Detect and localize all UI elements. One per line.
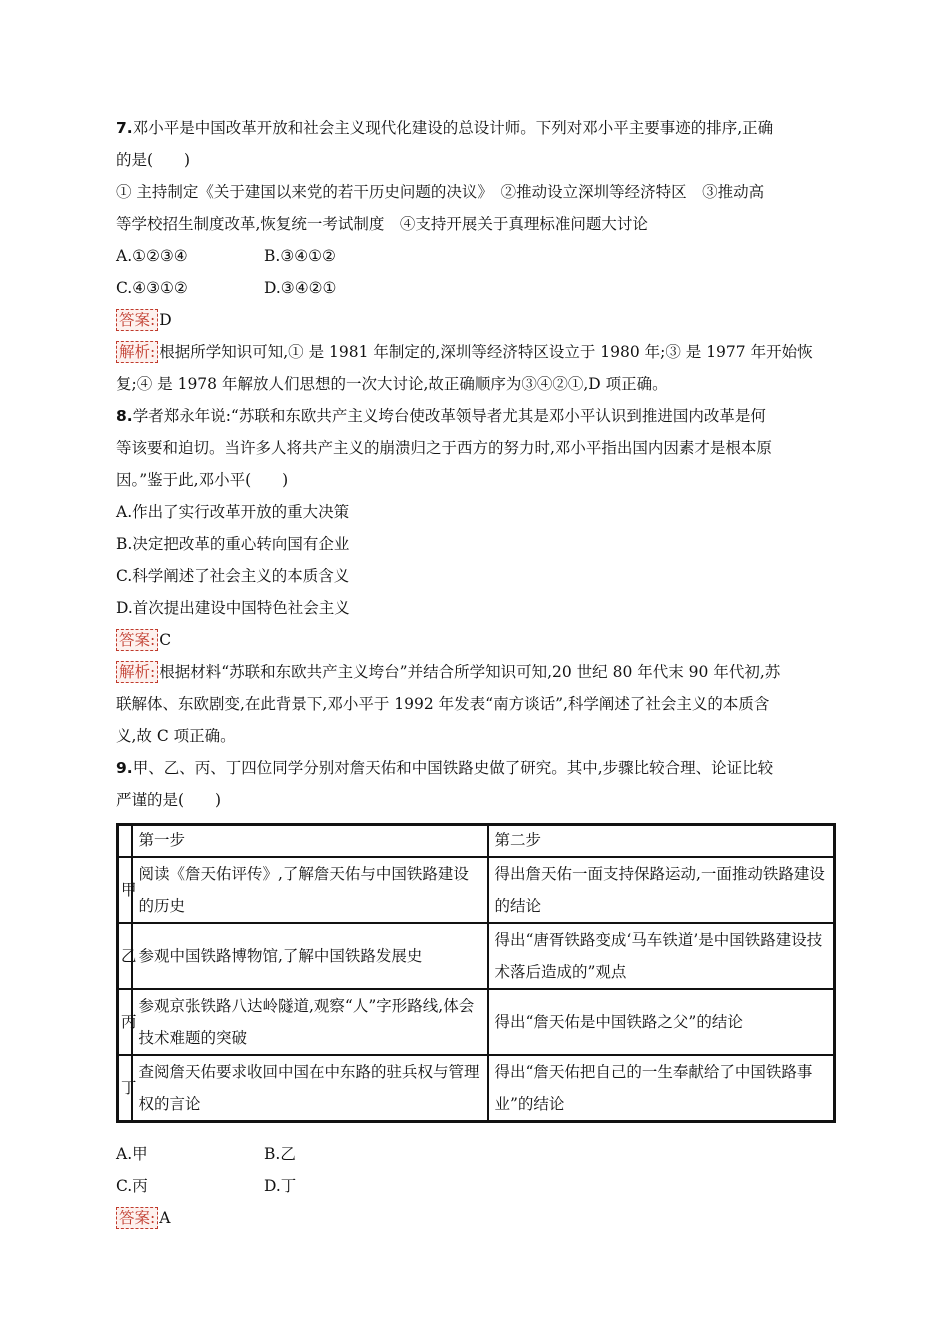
step1-cell: 参观京张铁路八达岭隧道,观察“人”字形路线,体会技术难题的突破 bbox=[132, 989, 488, 1055]
q9-options-row-2 bbox=[116, 1170, 838, 1202]
q8-stem-text-2: 等该要和迫切。当许多人将共产主义的崩溃归之于西方的努力时,邓小平指出国内因素才是根本原 bbox=[116, 439, 772, 457]
q7-analysis-text-2: 复;④ 是 1978 年解放人们思想的一次大讨论,故正确顺序为③④②①,D 项正确。 bbox=[116, 375, 668, 393]
q7-option-a: A.①②③④ bbox=[116, 247, 188, 265]
q8-option-a: A.作出了实行改革开放的重大决策 bbox=[116, 503, 350, 521]
q8-answer bbox=[116, 624, 838, 656]
table-header-step1: 第一步 bbox=[132, 825, 488, 858]
research-steps-table bbox=[116, 823, 836, 1123]
q7-options-row-2 bbox=[116, 272, 838, 304]
table-header-step2: 第二步 bbox=[488, 825, 835, 858]
q8-number: 8. bbox=[116, 407, 133, 425]
q7-option-c: C.④③①② bbox=[116, 279, 188, 297]
q9-stem-text-2: 严谨的是( ) bbox=[116, 791, 222, 809]
table-header-blank bbox=[118, 825, 132, 858]
q9-number: 9. bbox=[116, 759, 133, 777]
q7-stem-text-1: 邓小平是中国改革开放和社会主义现代化建设的总设计师。下列对邓小平主要事迹的排序,正确 bbox=[132, 119, 774, 137]
q7-analysis-text-1: 根据所学知识可知,① 是 1981 年制定的,深圳等经济特区设立于 1980 年;③ 是 1977 年开始恢 bbox=[159, 343, 813, 361]
q7-option-b: B.③④①② bbox=[264, 247, 336, 265]
table-row bbox=[118, 857, 835, 923]
q8-option-b: B.决定把改革的重心转向国有企业 bbox=[116, 535, 350, 553]
q8-analysis-text-2: 联解体、东欧剧变,在此背景下,邓小平于 1992 年发表“南方谈话”,科学阐述了社会主义的本质含 bbox=[116, 695, 770, 713]
q9-answer-value: A bbox=[159, 1209, 171, 1227]
answer-label: 答案: bbox=[116, 1207, 158, 1229]
q7-items-2: 等学校招生制度改革,恢复统一考试制度 ④支持开展关于真理标准问题大讨论 bbox=[116, 215, 648, 233]
analysis-label: 解析: bbox=[116, 661, 158, 683]
q7-stem-text-2: 的是( ) bbox=[116, 151, 191, 169]
q7-answer-value: D bbox=[159, 311, 172, 329]
student-bing: 丙 bbox=[118, 989, 132, 1055]
step1-cell: 查阅詹天佑要求收回中国在中东路的驻兵权与管理权的言论 bbox=[132, 1055, 488, 1122]
q8-stem-text-1: 学者郑永年说:“苏联和东欧共产主义垮台使改革领导者尤其是邓小平认识到推进国内改革是何 bbox=[132, 407, 766, 425]
answer-label: 答案: bbox=[116, 309, 158, 331]
q9-option-d: D.丁 bbox=[264, 1177, 297, 1195]
table-row bbox=[118, 1055, 835, 1122]
q7-stem-line bbox=[116, 112, 838, 144]
step1-cell: 参观中国铁路博物馆,了解中国铁路发展史 bbox=[132, 923, 488, 989]
q7-items-1: ① 主持制定《关于建国以来党的若干历史问题的决议》 ②推动设立深圳等经济特区 ③推动高 bbox=[116, 183, 765, 201]
q9-options-row-1 bbox=[116, 1138, 838, 1170]
q8-analysis-1 bbox=[116, 656, 838, 688]
q8-stem-text-3: 因。”鉴于此,邓小平( ) bbox=[116, 471, 289, 489]
step1-cell: 阅读《詹天佑评传》,了解詹天佑与中国铁路建设的历史 bbox=[132, 857, 488, 923]
q7-answer bbox=[116, 304, 838, 336]
q8-analysis-text-3: 义,故 C 项正确。 bbox=[116, 727, 236, 745]
q9-option-c: C.丙 bbox=[116, 1177, 148, 1195]
q9-stem-line bbox=[116, 752, 838, 784]
q7-analysis-1 bbox=[116, 336, 838, 368]
q9-stem-text-1: 甲、乙、丙、丁四位同学分别对詹天佑和中国铁路史做了研究。其中,步骤比较合理、论证比较 bbox=[132, 759, 774, 777]
q8-answer-value: C bbox=[159, 631, 172, 649]
q9-option-b: B.乙 bbox=[264, 1145, 296, 1163]
q7-number: 7. bbox=[116, 119, 133, 137]
table-row bbox=[118, 923, 835, 989]
q7-option-d: D.③④②① bbox=[264, 279, 337, 297]
student-yi: 乙 bbox=[118, 923, 132, 989]
q9-option-a: A.甲 bbox=[116, 1145, 148, 1163]
student-jia: 甲 bbox=[118, 857, 132, 923]
q9-options-block bbox=[116, 1138, 838, 1234]
q8-option-d: D.首次提出建设中国特色社会主义 bbox=[116, 599, 350, 617]
student-ding: 丁 bbox=[118, 1055, 132, 1122]
step2-cell: 得出詹天佑一面支持保路运动,一面推动铁路建设的结论 bbox=[488, 857, 835, 923]
q7-options-row-1 bbox=[116, 240, 838, 272]
q9-answer bbox=[116, 1202, 838, 1234]
answer-label: 答案: bbox=[116, 629, 158, 651]
step2-cell: 得出“詹天佑把自己的一生奉献给了中国铁路事业”的结论 bbox=[488, 1055, 835, 1122]
analysis-label: 解析: bbox=[116, 341, 158, 363]
question-page bbox=[116, 112, 838, 816]
step2-cell: 得出“詹天佑是中国铁路之父”的结论 bbox=[488, 989, 835, 1055]
step2-cell: 得出“唐胥铁路变成‘马车铁道’是中国铁路建设技术落后造成的”观点 bbox=[488, 923, 835, 989]
q8-stem-line bbox=[116, 400, 838, 432]
q8-analysis-text-1: 根据材料“苏联和东欧共产主义垮台”并结合所学知识可知,20 世纪 80 年代末 90 年代初,苏 bbox=[159, 663, 781, 681]
table-row bbox=[118, 989, 835, 1055]
q8-option-c: C.科学阐述了社会主义的本质含义 bbox=[116, 567, 350, 585]
table-header-row bbox=[118, 825, 835, 858]
